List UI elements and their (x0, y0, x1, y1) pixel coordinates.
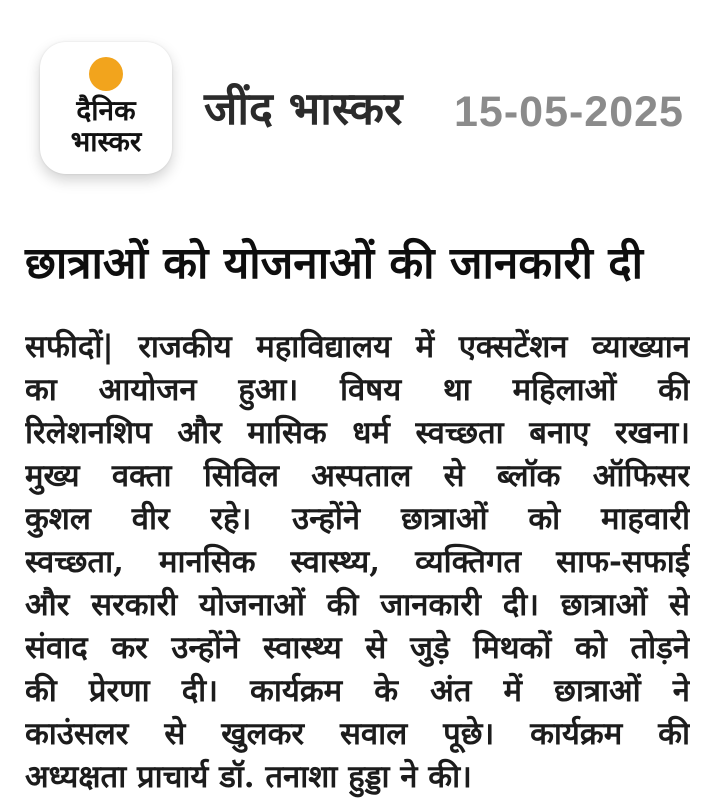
logo-text (71, 95, 142, 157)
body-line: का आयोजन हुआ। विषय था महिलाओं की (25, 372, 690, 408)
body-line: की प्रेरणा दी। कार्यक्रम के अंत में छात्राओं ने (25, 673, 690, 709)
body-line: सफीदों| राजकीय महाविद्यालय में एक्सटेंशन व्याख्यान (25, 329, 690, 365)
edition-title: जींद भास्कर (204, 82, 403, 135)
body-line: स्वच्छता, मानसिक स्वास्थ्य, व्यक्तिगत साफ-सफाई (25, 544, 690, 580)
article-headline: छात्राओं को योजनाओं की जानकारी दी (25, 238, 644, 289)
sun-icon (89, 57, 123, 91)
logo-text-line1: दैनिक (76, 94, 136, 127)
logo-text-line2: भास्कर (70, 125, 142, 158)
body-line: कुशल वीर रहे। उन्होंने छात्राओं को माहवारी (25, 501, 690, 537)
body-line: अध्यक्षता प्राचार्य डॉ. तनाशा हुड्डा ने की। (25, 759, 472, 795)
edition-date: 15-05-2025 (454, 88, 684, 136)
dainik-bhaskar-logo (40, 42, 172, 174)
body-line: काउंसलर से खुलकर सवाल पूछे। कार्यक्रम की (25, 716, 690, 752)
body-line: संवाद कर उन्होंने स्वास्थ्य से जुड़े मिथकों को तोड़ने (25, 630, 690, 666)
body-line: रिलेशनशिप और मासिक धर्म स्वच्छता बनाए रखना। (25, 415, 690, 451)
body-line: मुख्य वक्ता सिविल अस्पताल से ब्लॉक ऑफिसर (25, 458, 690, 494)
article-body (25, 326, 690, 799)
body-line: और सरकारी योजनाओं की जानकारी दी। छात्राओं से (25, 587, 690, 623)
